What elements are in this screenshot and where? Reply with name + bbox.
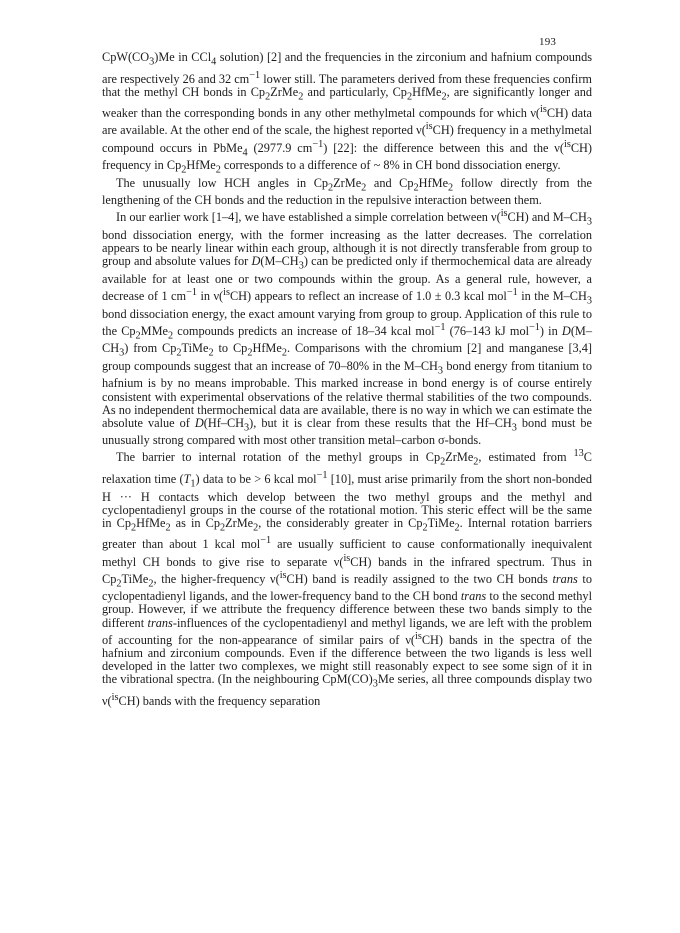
paragraph-3: In our earlier work [1–4], we have established a simple correlation between ν($^{is}$CH) and $M-CH_3$ bond dissociation energy, with the former increasing as the latter decreases. The correlation appears to be nearly linear within each group, although it is not directly transferable from group to group and absolute values for $D(M-CH_3)$ can be predicted only if thermochemical data are already available for at least one or two compounds within the group. As a general rule, however, a decrease of 1 $cm^{-1}$ in ν($^{is}$CH) appears to reflect an increase of 1.0 ± 0.3 kcal mol$^{-1}$ in the $M-CH_3$ bond dissociation energy, the exact amount varying from group to group. Application of this rule to the $Cp_2MMe_2$ compounds predicts an increase of 18–34 kcal mol$^{-1}$ (76–143 kJ mol$^{-1}$) in $D(M-CH_3)$ from $Cp_2TiMe_2$ to $Cp_2HfMe_2$. Comparisons with the chromium [2] and manganese [3,4] group compounds suggest that an increase of 70–80% in the $M-CH_3$ bond energy from titanium to hafnium is by no means improbable. This marked increase in bond energy is of course entirely consistent with experimental observations of the relative thermal stabilities of the two compounds. As no independent thermochemical data are available, there is no way in which we can estimate the absolute value of $D(Hf-CH_3)$, but it is clear from these results that the $Hf-CH_3$ bond must be unusually strong compared with most other transition metal–carbon σ-bonds. — [102, 208, 593, 448]
paragraph-4: The barrier to internal rotation of the methyl groups in $Cp_2ZrMe_2$, estimated from $^{13}$C relaxation time $(T_1)$ data to be > 6 kcal mol$^{-1}$ [10], must arise primarily from the short non-bonded H ··· H contacts which develop between the two methyl groups and the methyl and cyclopentadienyl groups in the course of the rotational motion. This steric effect will be the same in $Cp_2HfMe_2$ as in $Cp_2ZrMe_2$, the considerably greater in $Cp_2TiMe_2$. Internal rotation barriers greater than about 1 kcal mol$^{-1}$ are usually sufficient to cause conformationally inequivalent methyl CH bonds to give rise to separate ν($^{is}$CH) bands in the infrared spectrum. Thus in $Cp_2TiMe_2$, the higher-frequency ν($^{is}$CH) band is readily assigned to the two CH bonds trans to cyclopentadienyl ligands, and the lower-frequency band to the CH bond trans to the second methyl group. However, if we attribute the frequency difference between these two bands simply to the different trans-influences of the cyclopentadienyl and methyl ligands, we are left with the problem of accounting for the non-appearance of similar pairs of ν($^{is}$CH) bands in the spectra of the hafnium and zirconium compounds. Even if the difference between the two ligands is less well developed in the latter two complexes, we might still reasonably expect to see some sign of it in the vibrational spectra. (In the neighbouring $CpM(CO)_3Me$ series, all three compounds display two ν($^{is}$CH) bands with the frequency separation — [102, 448, 593, 708]
page-number: 193 — [539, 36, 557, 48]
body-text — [102, 51, 592, 708]
paragraph-1: $CpW(CO_3)Me$ in CCl$_4$ solution) [2] and the frequencies in the zirconium and hafnium compounds are respectively 26 and 32 $cm^{-1}$ lower still. The parameters derived from these frequencies confirm that the methyl CH bonds in $Cp_2ZrMe_2$ and particularly, $Cp_2HfMe_2$, are significantly longer and weaker than the corresponding bonds in any other methylmetal compounds for which ν($^{is}$CH) data are available. At the other end of the scale, the highest reported ν($^{is}$CH) frequency in a methylmetal compound occurs in PbMe$_4$ (2977.9 $cm^{-1}$) [22]: the difference between this and the ν($^{is}$CH) frequency in $Cp_2HfMe_2$ corresponds to a difference of ~ 8% in CH bond dissociation energy. — [102, 50, 593, 176]
paragraph-2: The unusually low HCH angles in $Cp_2ZrMe_2$ and $Cp_2HfMe_2$ follow directly from the lengthening of the CH bonds and the reduction in the repulsive interaction between them. — [102, 175, 592, 208]
